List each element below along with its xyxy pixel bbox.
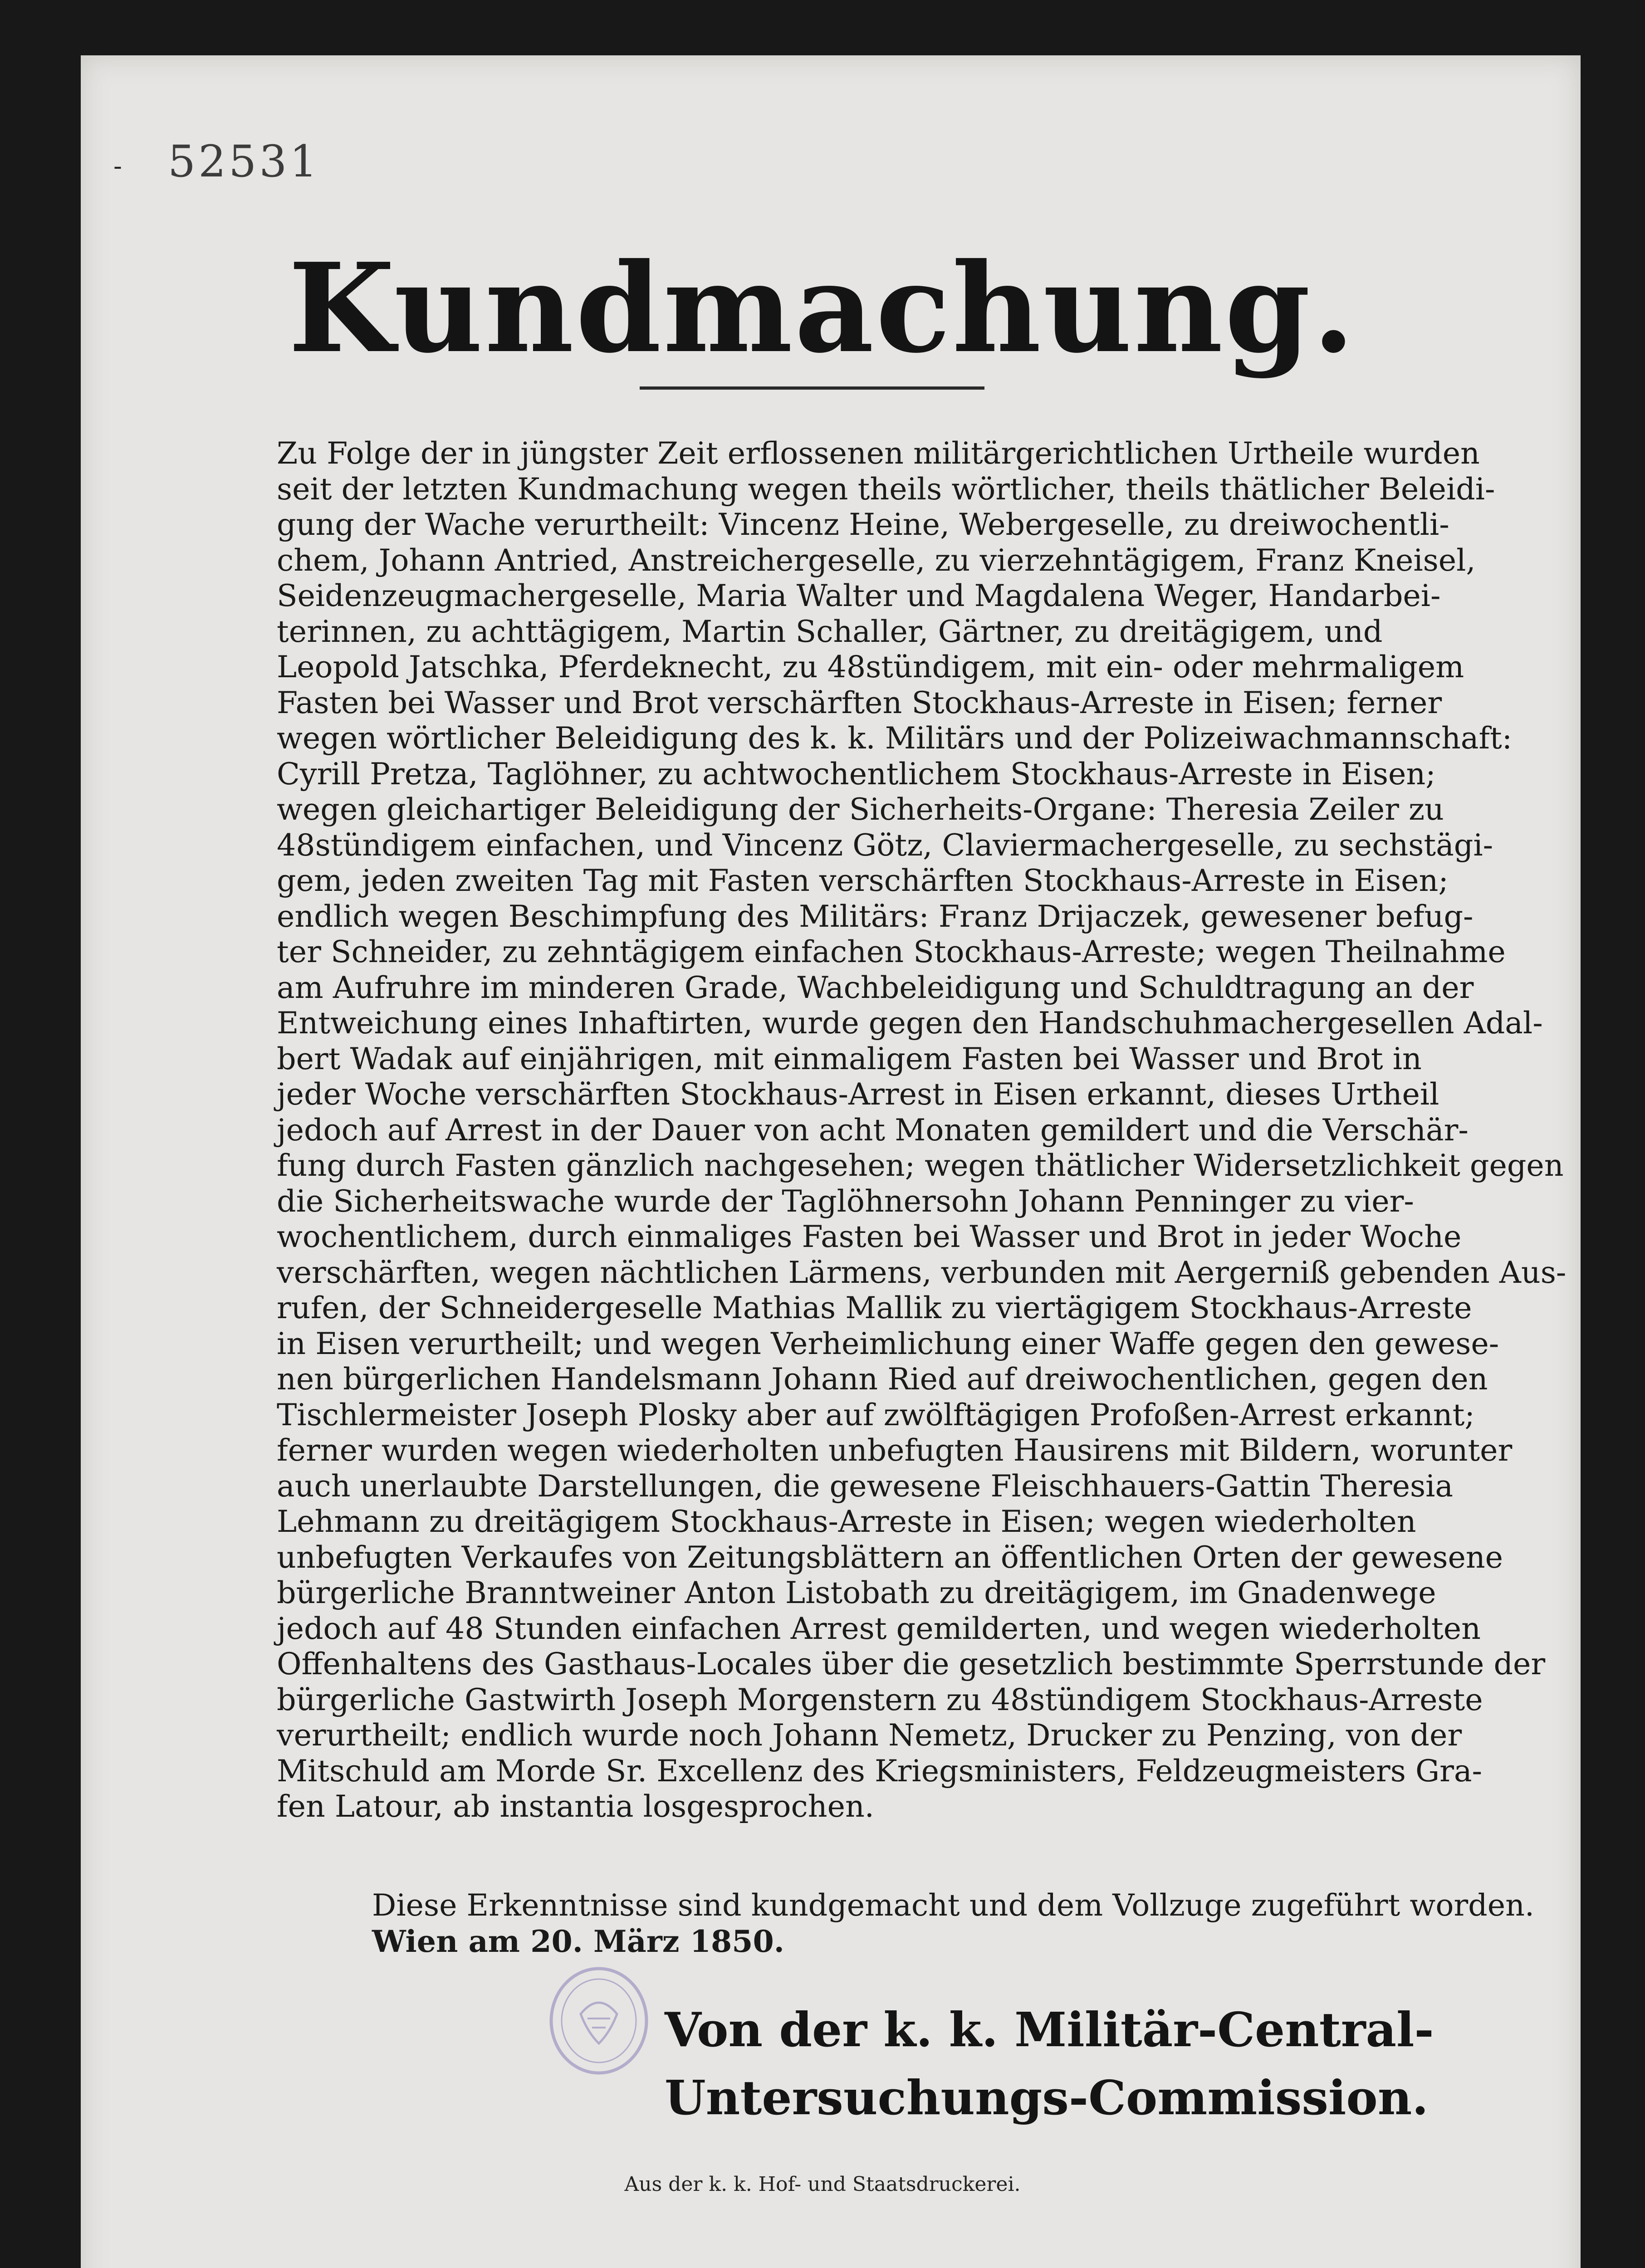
archive-stamp — [542, 1964, 656, 2077]
printer-imprint: Aus der k. k. Hof- und Staatsdruckerei. — [624, 2173, 1021, 2196]
title-divider — [640, 386, 984, 390]
body-line: seit der letzten Kundmachung wegen theils wörtlicher, theils thätlicher Beleidi- — [277, 471, 1495, 507]
body-line: Tischlermeister Joseph Plosky aber auf zwölftägigen Profoßen-Arrest erkannt; — [277, 1397, 1475, 1432]
body-line: gung der Wache verurtheilt: Vincenz Heine, Webergeselle, zu dreiwochentli- — [277, 507, 1449, 542]
body-line: unbefugten Verkaufes von Zeitungsblättern an öffentlichen Orten der gewesene — [277, 1539, 1503, 1575]
body-line: Cyrill Pretza, Taglöhner, zu achtwochentlichem Stockhaus-Arreste in Eisen; — [277, 756, 1436, 792]
body-line: wegen wörtlicher Beleidigung des k. k. Militärs und der Polizeiwachmannschaft: — [277, 720, 1513, 756]
body-line: fung durch Fasten gänzlich nachgesehen; wegen thätlicher Widersetzlichkeit gegen — [277, 1148, 1564, 1183]
issuing-authority — [665, 1996, 1434, 2132]
body-line: in Eisen verurtheilt; und wegen Verheimlichung einer Waffe gegen den gewese- — [277, 1325, 1499, 1361]
body-line: endlich wegen Beschimpfung des Militärs: Franz Drijaczek, gewesener befug- — [277, 898, 1474, 934]
body-line: auch unerlaubte Darstellungen, die gewesene Fleischhauers-Gattin Theresia — [277, 1468, 1453, 1504]
body-line: chem, Johann Antried, Anstreichergeselle, zu vierzehntägigem, Franz Kneisel, — [277, 542, 1476, 578]
document-title: Kundmachung. — [288, 236, 1357, 380]
body-line: Lehmann zu dreitägigem Stockhaus-Arreste in Eisen; wegen wiederholten — [277, 1504, 1416, 1539]
body-line: verschärften, wegen nächtlichen Lärmens, verbunden mit Aergerniß gebenden Aus- — [277, 1254, 1567, 1290]
body-line: ter Schneider, zu zehntägigem einfachen Stockhaus-Arreste; wegen Theilnahme — [277, 934, 1506, 969]
closing-block — [372, 1887, 1535, 1960]
announcement-body — [277, 435, 1567, 1824]
body-line: jeder Woche verschärften Stockhaus-Arrest in Eisen erkannt, dieses Urtheil — [277, 1076, 1439, 1112]
authority-line: Von der k. k. Militär-Central- — [665, 2002, 1434, 2058]
body-line: jedoch auf Arrest in der Dauer von acht Monaten gemildert und die Verschär- — [277, 1112, 1469, 1148]
body-line: bürgerliche Gastwirth Joseph Morgenstern zu 48stündigem Stockhaus-Arreste — [277, 1681, 1483, 1717]
body-line: die Sicherheitswache wurde der Taglöhnersohn Johann Penninger zu vier- — [277, 1183, 1414, 1219]
body-line: terinnen, zu achttägigem, Martin Schaller, Gärtner, zu dreitägigem, und — [277, 613, 1383, 649]
body-line: Fasten bei Wasser und Brot verschärften Stockhaus-Arreste in Eisen; ferner — [277, 684, 1442, 720]
margin-mark: - — [113, 152, 122, 181]
body-line: ferner wurden wegen wiederholten unbefugten Hausirens mit Bildern, worunter — [277, 1432, 1513, 1468]
body-line: fen Latour, ab instantia losgesprochen. — [277, 1789, 874, 1824]
date-line: Wien am 20. März 1850. — [372, 1924, 784, 1959]
body-line: Seidenzeugmachergeselle, Maria Walter und Magdalena Weger, Handarbei- — [277, 578, 1441, 613]
body-line: Leopold Jatschka, Pferdeknecht, zu 48stündigem, mit ein- oder mehrmaligem — [277, 649, 1464, 684]
body-line: bert Wadak auf einjährigen, mit einmaligem Fasten bei Wasser und Brot in — [277, 1041, 1422, 1076]
body-line: nen bürgerlichen Handelsmann Johann Ried auf dreiwochentlichen, gegen den — [277, 1361, 1488, 1397]
closing-sentence: Diese Erkenntnisse sind kundgemacht und dem Vollzuge zugeführt worden. — [372, 1887, 1535, 1923]
body-line: 48stündigem einfachen, und Vincenz Götz, Claviermachergeselle, zu sechstägi- — [277, 827, 1493, 863]
body-line: jedoch auf 48 Stunden einfachen Arrest gemilderten, und wegen wiederholten — [277, 1610, 1481, 1646]
body-line: verurtheilt; endlich wurde noch Johann Nemetz, Drucker zu Penzing, von der — [277, 1717, 1462, 1753]
body-line: Offenhaltens des Gasthaus-Locales über die gesetzlich bestimmte Sperrstunde der — [277, 1646, 1546, 1681]
body-line: wochentlichem, durch einmaliges Fasten bei Wasser und Brot in jeder Woche — [277, 1219, 1462, 1254]
inventory-number: 52531 — [168, 136, 320, 187]
authority-line: Untersuchungs-Commission. — [665, 2070, 1429, 2126]
body-line: Mitschuld am Morde Sr. Excellenz des Kriegsministers, Feldzeugmeisters Gra- — [277, 1753, 1483, 1789]
body-line: am Aufruhre im minderen Grade, Wachbeleidigung und Schuldtragung an der — [277, 969, 1474, 1005]
body-line: gem, jeden zweiten Tag mit Fasten verschärften Stockhaus-Arreste in Eisen; — [277, 863, 1449, 898]
body-line: Zu Folge der in jüngster Zeit erflossenen militärgerichtlichen Urtheile wurden — [277, 435, 1480, 471]
body-line: rufen, der Schneidergeselle Mathias Mallik zu viertägigem Stockhaus-Arreste — [277, 1290, 1472, 1325]
body-line: bürgerliche Branntweiner Anton Listobath zu dreitägigem, im Gnadenwege — [277, 1575, 1436, 1610]
body-line: wegen gleichartiger Beleidigung der Sicherheits-Organe: Theresia Zeiler zu — [277, 792, 1444, 827]
body-line: Entweichung eines Inhaftirten, wurde gegen den Handschuhmachergesellen Adal- — [277, 1005, 1543, 1041]
